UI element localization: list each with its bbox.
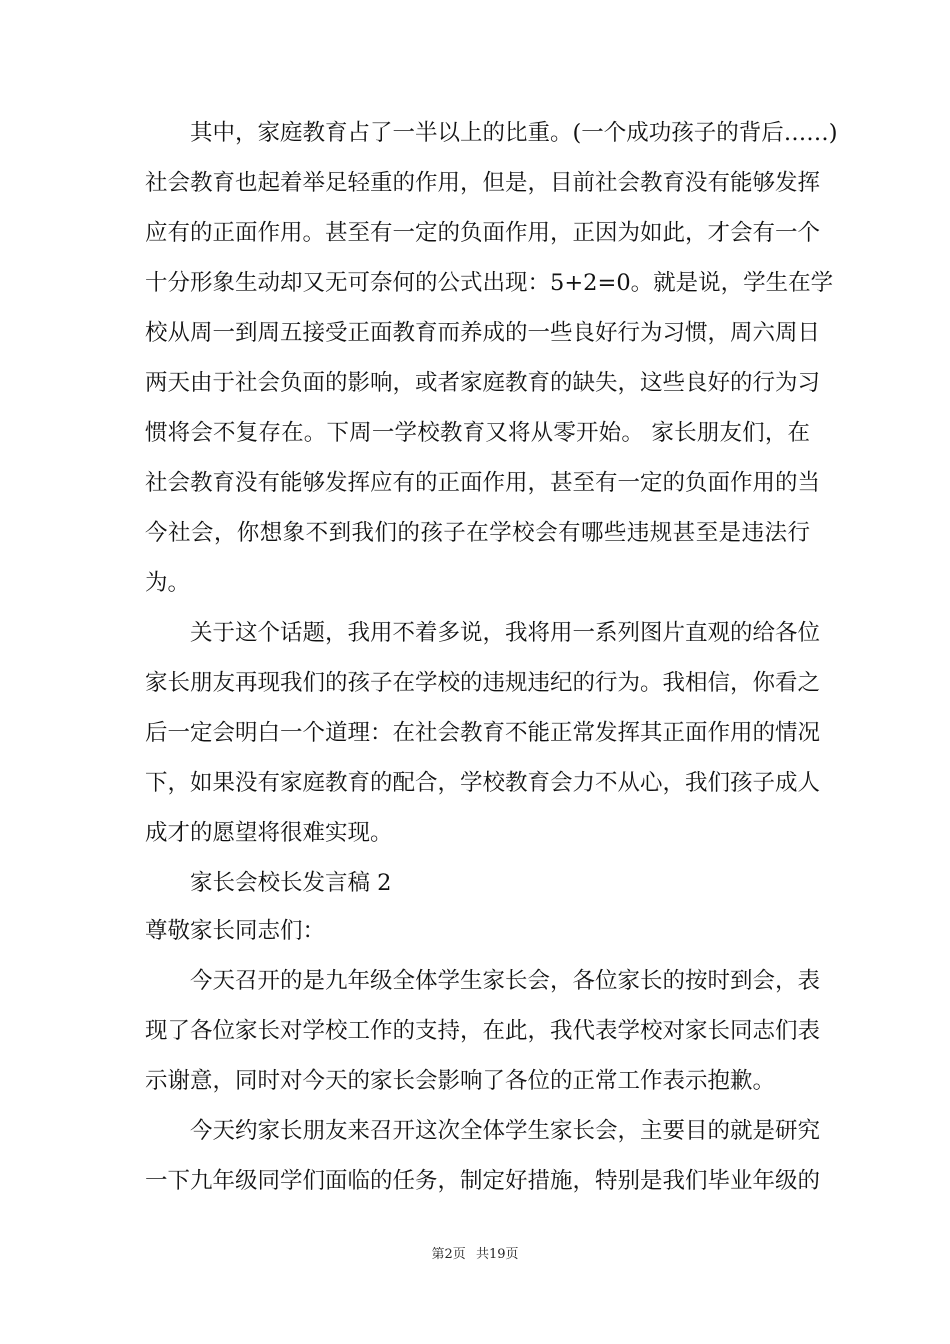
paragraph-line: 家长朋友再现我们的孩子在学校的违规违纪的行为。我相信，你看之	[145, 670, 821, 696]
paragraph-line: 社会教育也起着举足轻重的作用，但是，目前社会教育没有能够发挥	[145, 170, 821, 196]
paragraph-line: 校从周一到周五接受正面教育而养成的一些良好行为习惯，周六周日	[145, 320, 821, 346]
paragraph-line: 惯将会不复存在。下周一学校教育又将从零开始。 家长朋友们，在	[145, 420, 810, 446]
paragraph-line: 现了各位家长对学校工作的支持，在此，我代表学校对家长同志们表	[145, 1018, 821, 1044]
paragraph-line: 一下九年级同学们面临的任务，制定好措施，特别是我们毕业年级的	[145, 1168, 821, 1194]
paragraph-line: 两天由于社会负面的影响，或者家庭教育的缺失，这些良好的行为习	[145, 370, 821, 396]
paragraph-line: 今天召开的是九年级全体学生家长会，各位家长的按时到会，表	[190, 968, 821, 994]
paragraph-line: 后一定会明白一个道理：在社会教育不能正常发挥其正面作用的情况	[145, 720, 821, 746]
page-footer	[0, 1246, 950, 1264]
paragraph-line: 为。	[145, 570, 191, 596]
paragraph-line: 社会教育没有能够发挥应有的正面作用，甚至有一定的负面作用的当	[145, 470, 821, 496]
salutation: 尊敬家长同志们：	[145, 918, 326, 944]
paragraph-line: 下，如果没有家庭教育的配合，学校教育会力不从心，我们孩子成人	[145, 770, 821, 796]
page-total: 共19页	[475, 1247, 519, 1262]
paragraph-line: 成才的愿望将很难实现。	[145, 820, 393, 846]
paragraph-line: 应有的正面作用。甚至有一定的负面作用，正因为如此，才会有一个	[145, 220, 821, 246]
paragraph-line: 今社会，你想象不到我们的孩子在学校会有哪些违规甚至是违法行	[145, 520, 810, 546]
section-heading: 家长会校长发言稿 2	[190, 870, 392, 896]
page-number: 第2页	[431, 1247, 466, 1262]
paragraph-line: 其中，家庭教育占了一半以上的比重。(一个成功孩子的背后……)	[190, 120, 838, 146]
paragraph-line: 关于这个话题，我用不着多说，我将用一系列图片直观的给各位	[190, 620, 821, 646]
paragraph-line: 示谢意，同时对今天的家长会影响了各位的正常工作表示抱歉。	[145, 1068, 776, 1094]
paragraph-line: 今天约家长朋友来召开这次全体学生家长会，主要目的就是研究	[190, 1118, 821, 1144]
paragraph-line: 十分形象生动却又无可奈何的公式出现：5+2=0。就是说，学生在学	[145, 270, 834, 296]
